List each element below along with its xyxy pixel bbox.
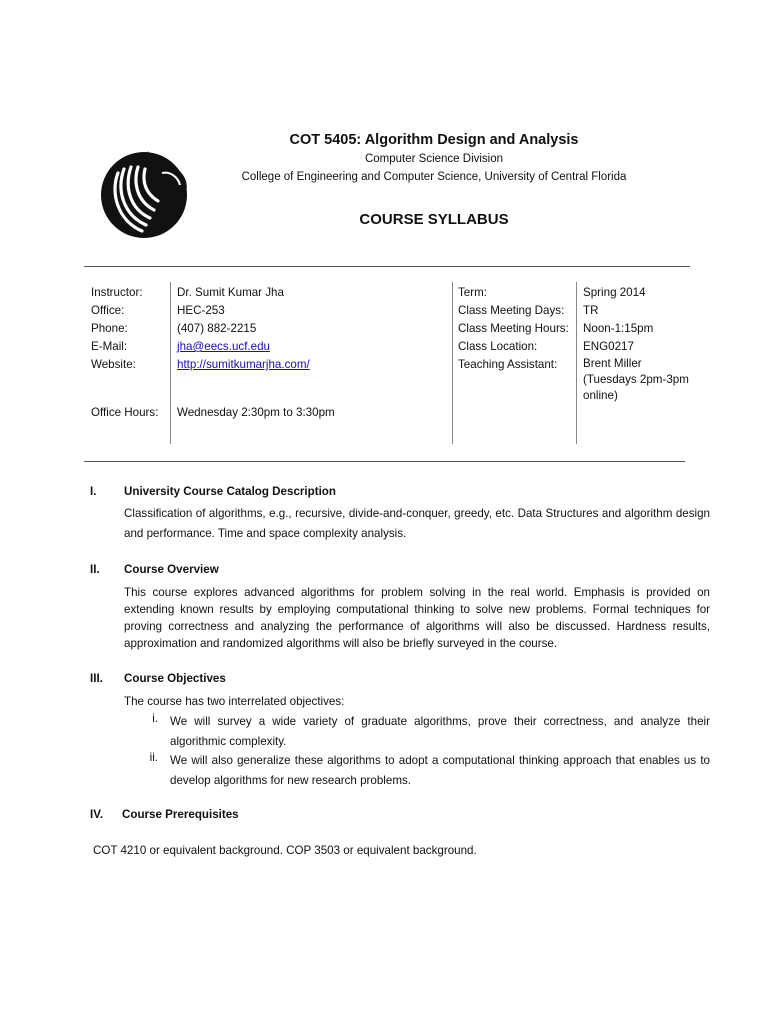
list-text: We will survey a wide variety of graduate algorithms, prove their correctness, and analyze their algorithmic complexity.: [170, 715, 710, 748]
location-value: ENG0217: [583, 340, 634, 353]
section-number: I.: [90, 485, 97, 498]
section-text: This course explores advanced algorithms for problem solving in the real world. Emphasis is provided on extending known results by employing computational thinking to solve new problems. Formal techniques for proving correctness and analyzing the performance of algorithms will also be discussed. Hardness results, approximation and randomized algorithms will also be briefly surveyed in the course.: [124, 586, 710, 650]
term-label: Term:: [458, 286, 487, 299]
section-number: II.: [90, 563, 100, 576]
ucf-pegasus-logo-icon: [100, 143, 196, 243]
list-text: We will also generalize these algorithms to adopt a computational thinking approach that enables us to develop algorithms for new research problems.: [170, 754, 710, 787]
office-hours-label: Office Hours:: [91, 406, 159, 419]
instructor-label: Instructor:: [91, 286, 143, 299]
section-number: III.: [90, 672, 103, 685]
info-values-right: [583, 284, 693, 404]
info-column-divider: [170, 282, 171, 444]
section-number: IV.: [90, 808, 104, 821]
list-marker: i.: [152, 712, 158, 725]
office-value: HEC-253: [177, 304, 225, 317]
info-column-divider: [576, 282, 577, 444]
meeting-days-value: TR: [583, 304, 599, 317]
division-name: Computer Science Division: [364, 153, 504, 165]
college-name: College of Engineering and Computer Science, University of Central Florida: [241, 171, 627, 183]
info-column-divider: [452, 282, 453, 444]
phone-label: Phone:: [91, 322, 128, 335]
meeting-hours-label: Class Meeting Hours:: [458, 322, 569, 335]
info-values-left: [177, 284, 310, 374]
ta-label: Teaching Assistant:: [458, 358, 558, 371]
meeting-days-label: Class Meeting Days:: [458, 304, 565, 317]
bottom-divider: [84, 461, 685, 462]
location-label: Class Location:: [458, 340, 538, 353]
website-link[interactable]: http://sumitkumarjha.com/: [177, 358, 310, 371]
meeting-hours-value: Noon-1:15pm: [583, 322, 654, 335]
email-label: E-Mail:: [91, 340, 128, 353]
info-labels-left: [91, 284, 143, 374]
ta-value: Brent Miller (Tuesdays 2pm-3pm online): [583, 357, 689, 402]
phone-value: (407) 882-2215: [177, 322, 257, 335]
document-title: COURSE SYLLABUS: [359, 211, 509, 228]
office-label: Office:: [91, 304, 125, 317]
office-hours-value: Wednesday 2:30pm to 3:30pm: [177, 406, 335, 419]
section-title: Course Overview: [124, 563, 219, 576]
list-marker: ii.: [149, 751, 158, 764]
section-title: Course Objectives: [124, 672, 226, 685]
section-intro: The course has two interrelated objectives:: [124, 695, 345, 708]
section-title: University Course Catalog Description: [124, 485, 336, 498]
section-title: Course Prerequisites: [122, 808, 239, 821]
term-value: Spring 2014: [583, 286, 646, 299]
top-divider: [84, 266, 690, 267]
info-labels-right: [458, 284, 569, 374]
course-title: COT 5405: Algorithm Design and Analysis: [289, 132, 579, 148]
section-text: COT 4210 or equivalent background. COP 3503 or equivalent background.: [93, 844, 477, 857]
section-text: Classification of algorithms, e.g., recursive, divide-and-conquer, greedy, etc. Data Structures and algorithm design and performance. Time and space complexity analysis.: [124, 507, 710, 540]
email-link[interactable]: jha@eecs.ucf.edu: [177, 340, 270, 353]
instructor-value: Dr. Sumit Kumar Jha: [177, 286, 284, 299]
website-label: Website:: [91, 358, 136, 371]
